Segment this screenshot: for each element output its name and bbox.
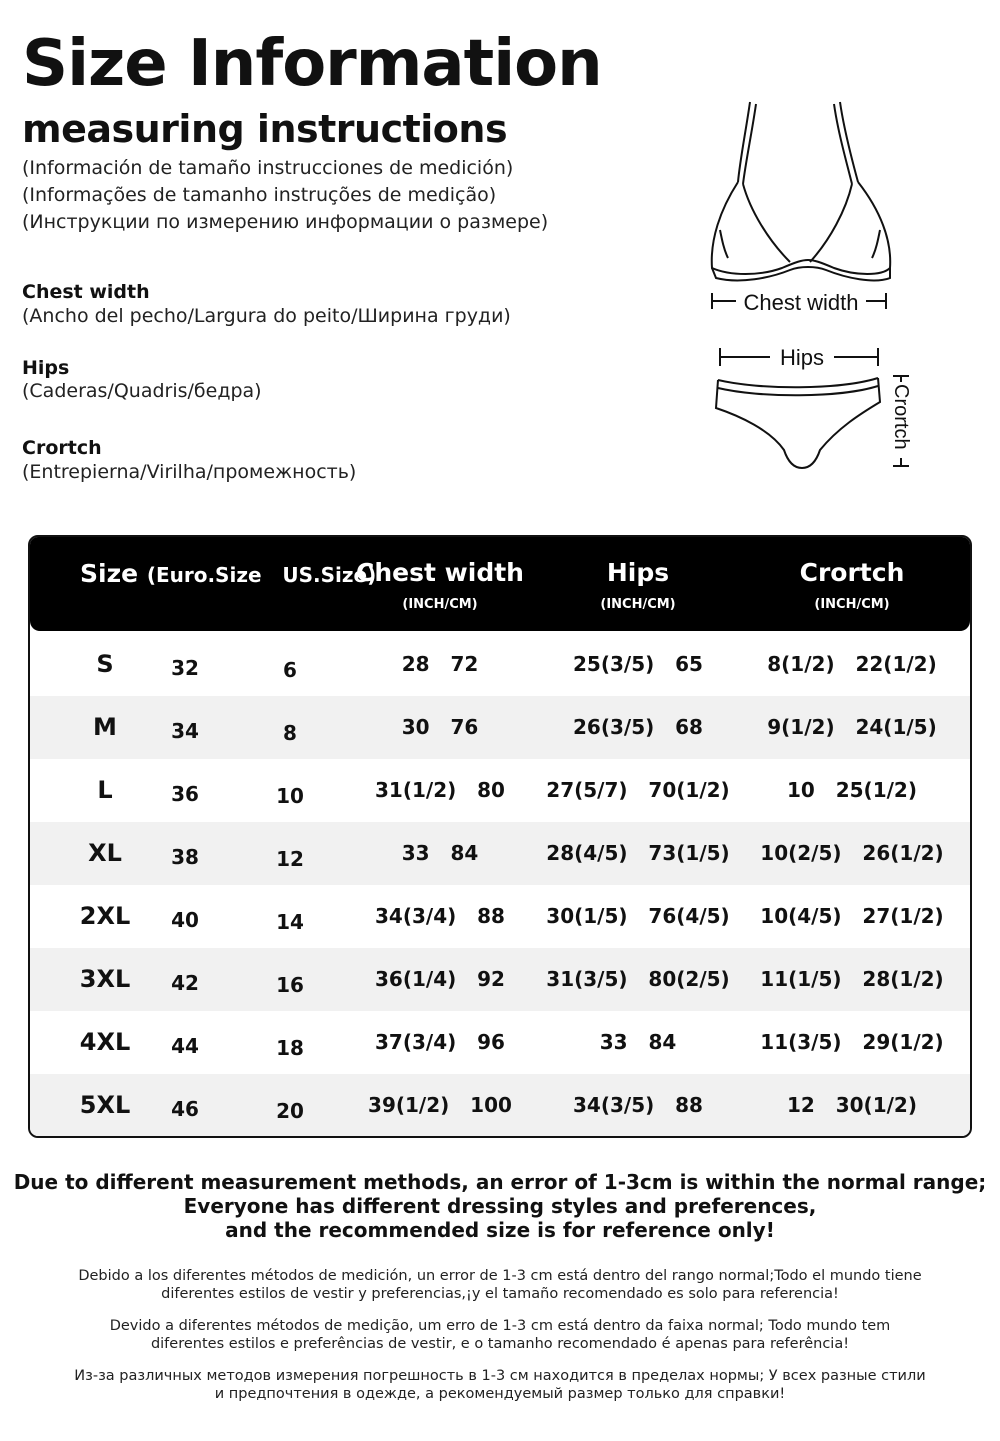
header-hips [548,559,728,612]
note-english-line3: and the recommended size is for reference only! [225,1218,775,1242]
note-spanish-line2: diferentes estilos de vestir y preferencias,¡y el tamaño recomendado es solo para referencia! [161,1286,839,1302]
cell-crotch: 12 30(1/2) [787,1093,917,1117]
cell-euro-size: 44 [171,1034,199,1058]
cell-euro-size: 46 [171,1097,199,1121]
diagram-chest-label: Chest width [743,290,859,315]
cell-hips: 34(3/5) 88 [573,1093,703,1117]
table-row [30,1074,970,1137]
cell-euro-size: 32 [171,656,199,680]
cell-chest: 30 76 [401,715,479,739]
cell-hips: 28(4/5) 73(1/5) [546,841,730,865]
cell-hips: 27(5/7) 70(1/2) [546,778,730,802]
diagram-crotch-label: Crortch [890,384,912,450]
cell-size: S [96,650,114,678]
header-chest-label: Chest width [356,558,524,587]
cell-euro-size: 40 [171,908,199,932]
note-russian-line1: Из-за различных методов измерения погрешность в 1-3 см находится в пределах нормы; У всех разные стили [74,1368,926,1384]
chest-width-label: Chest width [22,281,150,303]
cell-hips: 31(3/5) 80(2/5) [546,967,730,991]
cell-us-size: 14 [276,910,304,934]
chest-width-translation: (Ancho del pecho/Largura do peito/Ширина груди) [22,305,511,327]
cell-chest: 31(1/2) 80 [375,778,505,802]
bikini-top-drawing [712,102,890,280]
table-row [30,948,970,1011]
header-crotch-label: Crortch [799,558,905,587]
cell-us-size: 12 [276,847,304,871]
cell-size: XL [88,839,122,867]
cell-crotch: 10(4/5) 27(1/2) [760,904,944,928]
size-table [28,535,972,1138]
bikini-bottom-drawing [716,378,880,468]
cell-hips: 30(1/5) 76(4/5) [546,904,730,928]
cell-chest: 37(3/4) 96 [375,1030,505,1054]
cell-size: 3XL [79,965,131,993]
table-header [30,537,970,631]
cell-us-size: 18 [276,1036,304,1060]
title-translation-pt: (Informações de tamanho instruções de medição) [22,184,497,206]
crotch-translation: (Entrepierna/Virilha/промежность) [22,461,357,483]
table-row [30,633,970,696]
diagram-hips-label: Hips [779,345,825,370]
header-chest-unit: (INCH/CM) [402,596,478,612]
page-subtitle: measuring instructions [22,107,508,151]
cell-euro-size: 42 [171,971,199,995]
cell-size: L [97,776,113,804]
cell-crotch: 8(1/2) 22(1/2) [767,652,937,676]
cell-crotch: 11(1/5) 28(1/2) [760,967,944,991]
cell-crotch: 11(3/5) 29(1/2) [760,1030,944,1054]
cell-chest: 28 72 [401,652,479,676]
cell-hips: 33 84 [599,1030,677,1054]
page-title: Size Information [22,27,602,101]
note-portuguese-line2: diferentes estilos e preferências de vestir, e o tamanho recomendado é apenas para referência! [150,1336,850,1352]
table-row [30,1011,970,1074]
cell-crotch: 9(1/2) 24(1/5) [767,715,937,739]
cell-chest: 34(3/4) 88 [375,904,505,928]
hips-translation: (Caderas/Quadris/бедра) [22,380,262,402]
header-crotch-unit: (INCH/CM) [814,596,890,612]
cell-size: 2XL [79,902,131,930]
cell-crotch: 10(2/5) 26(1/2) [760,841,944,865]
note-russian-line2: и предпочтения в одежде, а рекомендуемый размер только для справки! [214,1386,786,1402]
table-row [30,885,970,948]
crotch-label: Crortch [22,437,102,459]
cell-crotch: 10 25(1/2) [787,778,917,802]
cell-us-size: 8 [283,721,297,745]
cell-hips: 25(3/5) 65 [573,652,703,676]
cell-us-size: 20 [276,1099,304,1123]
title-translation-ru: (Инструкции по измерению информации о размере) [22,211,549,233]
note-english-line1: Due to different measurement methods, an error of 1-3cm is within the normal range; [13,1170,987,1194]
crotch-dimension [890,376,912,466]
cell-us-size: 16 [276,973,304,997]
table-row [30,822,970,885]
chest-width-dimension [712,290,886,315]
table-row [30,696,970,759]
cell-euro-size: 38 [171,845,199,869]
title-translation-es: (Información de tamaño instrucciones de medición) [22,157,514,179]
cell-chest: 33 84 [401,841,479,865]
note-english-line2: Everyone has different dressing styles and preferences, [183,1194,817,1218]
note-portuguese-line1: Devido a diferentes métodos de medição, um erro de 1-3 cm está dentro da faixa normal; Todo mundo tem [109,1318,891,1334]
header-chest [350,559,530,612]
bikini-diagram [690,90,940,480]
note-spanish-line1: Debido a los diferentes métodos de medición, un error de 1-3 cm está dentro del rango normal;Todo el mundo tiene [78,1268,922,1284]
cell-chest: 36(1/4) 92 [375,967,505,991]
header-size-sub: (Euro.Size US.Size) [146,563,377,587]
cell-hips: 26(3/5) 68 [573,715,703,739]
header-hips-unit: (INCH/CM) [600,596,676,612]
hips-dimension [720,345,878,370]
header-size [80,559,376,588]
cell-euro-size: 34 [171,719,199,743]
cell-chest: 39(1/2) 100 [368,1093,512,1117]
cell-euro-size: 36 [171,782,199,806]
table-row [30,759,970,822]
header-hips-label: Hips [606,558,670,587]
cell-size: M [93,713,117,741]
cell-size: 4XL [79,1028,131,1056]
cell-us-size: 6 [283,658,297,682]
hips-label: Hips [22,357,70,379]
header-size-label: Size [80,559,139,588]
header-crotch [762,559,942,612]
cell-us-size: 10 [276,784,304,808]
cell-size: 5XL [79,1091,131,1119]
